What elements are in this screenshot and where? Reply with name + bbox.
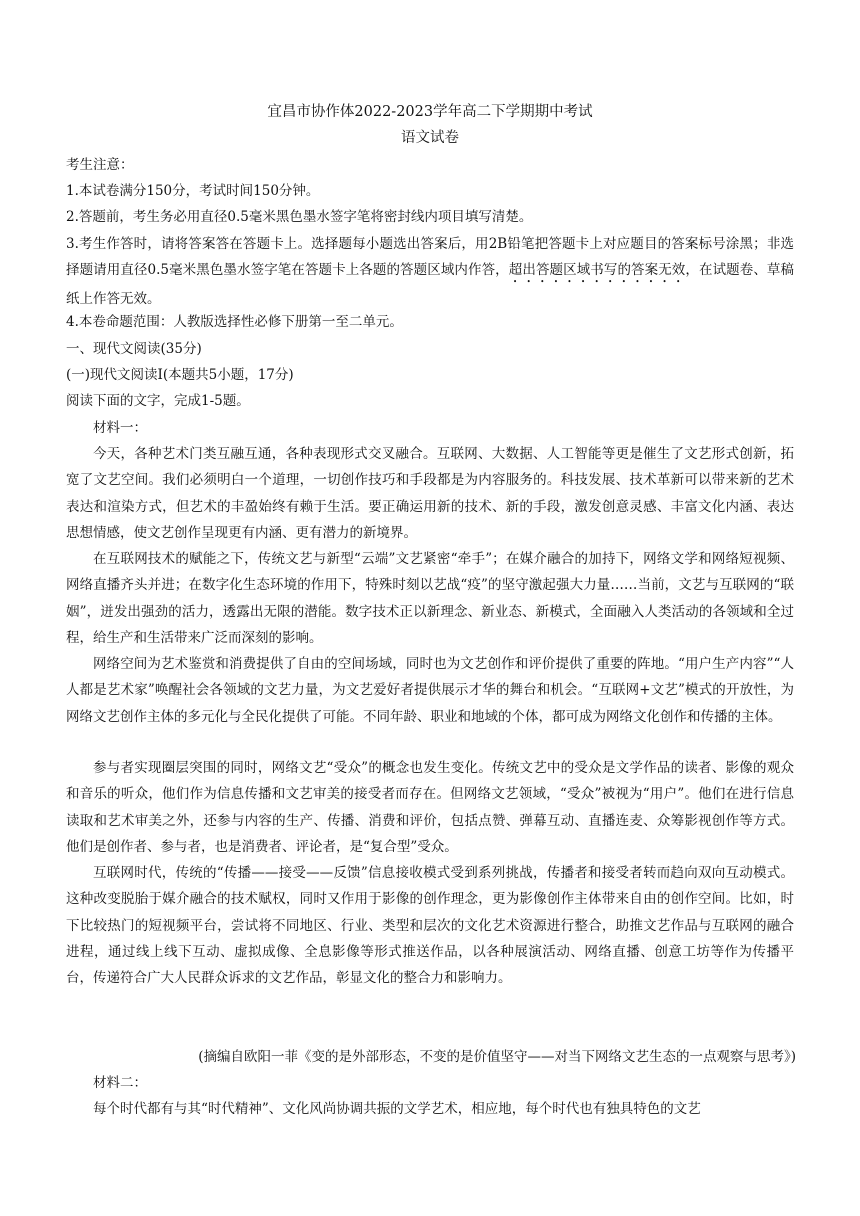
section-heading: 一、现代文阅读(35分)	[66, 341, 202, 357]
material-1-source: (摘编自欧阳一菲《变的是外部形态，不变的是价值坚守——对当下网络文艺生态的一点观察与思考》)	[198, 1049, 796, 1065]
material-2-label: 材料二：	[93, 1075, 147, 1091]
notice-item-3-emphasis: 超出答题区域书写的答案无效	[508, 262, 686, 279]
exam-title: 宜昌市协作体2022-2023学年高二下学期期中考试	[267, 104, 593, 120]
notice-heading: 考生注意：	[66, 157, 134, 173]
material-1-paragraph-2: 在互联网技术的赋能之下，传统文艺与新型“云端”文艺紧密“牵手”；在媒介融合的加持下，网络文学和网络短视频、网络直播齐头并进；在数字化生态环境的作用下，特殊时刻以艺战“疫”的坚守激起强大力量……当前，文艺与互联网的“联姻”，迸发出强劲的活力，透露出无限的潜能。数字技术正以新理念、新业态、新模式，全面融入人类活动的各领域和全过程，给生产和生活带来广泛而深刻的影响。	[66, 551, 794, 646]
subsection-heading: (一)现代文阅读Ⅰ(本题共5小题，17分)	[66, 367, 294, 383]
notice-item-3	[66, 231, 794, 313]
material-1-paragraph-1: 今天，各种艺术门类互融互通，各种表现形式交叉融合。互联网、大数据、人工智能等更是催生了文艺形式创新，拓宽了文艺空间。我们必须明白一个道理，一切创作技巧和手段都是为内容服务的。科技发展、技术革新可以带来新的艺术表达和渲染方式，但艺术的丰盈始终有赖于生活。要正确运用新的技术、新的手段，激发创意灵感、丰富文化内涵、表达思想情感，使文艺创作呈现更有内涵、更有潜力的新境界。	[66, 446, 794, 541]
notice-item-2: 2.答题前，考生务必用直径0.5毫米黑色墨水签字笔将密封线内项目填写清楚。	[66, 209, 533, 225]
notice-item-3-text: 3.考生作答时，请将答案答在答题卡上。选择题每小题选出答案后，用2B铅笔把答题卡上对应题目的答案标号涂黑；非选择题请用直径0.5毫米黑色墨水签字笔在答题卡上各题的答题区域内作答，	[66, 236, 794, 279]
notice-item-3-text-end: ，在试题卷、草稿纸上作答无效。	[66, 262, 795, 308]
notice-item-4: 4.本卷命题范围：人教版选择性必修下册第一至二单元。	[66, 314, 403, 330]
reading-instruction: 阅读下面的文字，完成1-5题。	[66, 393, 250, 409]
material-2-paragraph-1: 每个时代都有与其“时代精神”、文化风尚协调共振的文学艺术，相应地，每个时代也有独具特色的文艺	[93, 1101, 701, 1117]
material-1-paragraph-5: 互联网时代，传统的“传播——接受——反馈”信息接收模式受到系列挑战，传播者和接受者转而趋向双向互动模式。这种改变脱胎于媒介融合的技术赋权，同时又作用于影像的创作理念，更为影像创作主体带来自由的创作空间。比如，时下比较热门的短视频平台，尝试将不同地区、行业、类型和层次的文化艺术资源进行整合，助推文艺作品与互联网的融合进程，通过线上线下互动、虚拟成像、全息影像等形式推送作品，以各种展演活动、网络直播、创意工坊等作为传播平台，传递符合广大人民群众诉求的文艺作品，彰显文化的整合力和影响力。	[66, 865, 794, 987]
material-1-label: 材料一：	[93, 420, 147, 436]
exam-subtitle: 语文试卷	[401, 130, 459, 146]
material-1-paragraph-3: 网络空间为艺术鉴赏和消费提供了自由的空间场域，同时也为文艺创作和评价提供了重要的阵地。“用户生产内容”“人人都是艺术家”唤醒社会各领域的文艺力量，为文艺爱好者提供展示才华的舞台和机会。“互联网+文艺”模式的开放性，为网络文艺创作主体的多元化与全民化提供了可能。不同年龄、职业和地域的个体，都可成为网络文化创作和传播的主体。	[66, 656, 794, 725]
notice-item-1: 1.本试卷满分150分，考试时间150分钟。	[66, 183, 320, 199]
material-1-paragraph-4: 参与者实现圈层突围的同时，网络文艺“受众”的概念也发生变化。传统文艺中的受众是文学作品的读者、影像的观众和音乐的听众，他们作为信息传播和文艺审美的接受者而存在。但网络文艺领域，“受众”被视为“用户”。他们在进行信息读取和艺术审美之外，还参与内容的生产、传播、消费和评价，包括点赞、弹幕互动、直播连麦、众筹影视创作等方式。他们是创作者、参与者，也是消费者、评论者，是“复合型”受众。	[66, 760, 794, 855]
